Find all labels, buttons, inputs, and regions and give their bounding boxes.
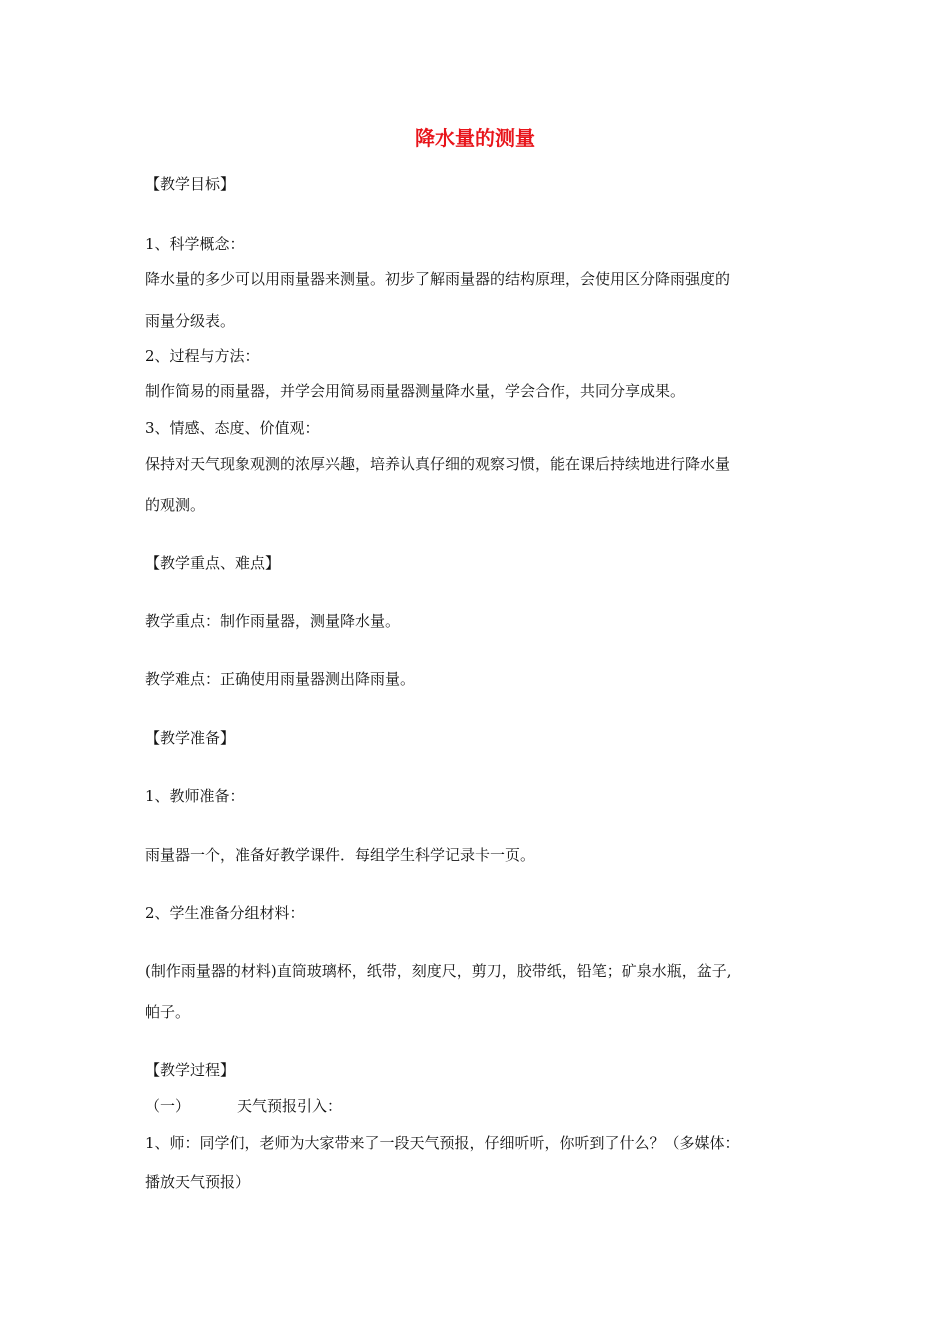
objective-3-text-line-1: 保持对天气现象观测的浓厚兴趣，培养认真仔细的观察习惯，能在课后持续地进行降水量 xyxy=(145,455,731,473)
objective-1-text-line-1: 降水量的多少可以用雨量器来测量。初步了解雨量器的结构原理，会使用区分降雨强度的 xyxy=(145,270,731,288)
difficult-point-text: 教学难点：正确使用雨量器测出降雨量。 xyxy=(145,670,416,688)
objective-1-text-line-2: 雨量分级表。 xyxy=(145,312,236,330)
student-preparation-label: 2、学生准备分组材料： xyxy=(145,904,305,922)
process-step-1-heading xyxy=(145,1096,342,1116)
student-preparation-text-line-2: 帕子。 xyxy=(145,1003,191,1021)
objective-3-text-line-2: 的观测。 xyxy=(145,496,206,514)
objective-2-text: 制作简易的雨量器，并学会用简易雨量器测量降水量，学会合作，共同分享成果。 xyxy=(145,382,686,400)
objective-2-label: 2、过程与方法： xyxy=(145,347,260,365)
process-step-1-text-line-2: 播放天气预报） xyxy=(145,1173,251,1191)
objective-1-label: 1、科学概念： xyxy=(145,235,245,253)
key-point-text: 教学重点：制作雨量器，测量降水量。 xyxy=(145,612,401,630)
student-preparation-text-line-1: (制作雨量器的材料)直筒玻璃杯，纸带，刻度尺，剪刀，胶带纸，铅笔；矿泉水瓶，盆子, xyxy=(145,962,732,980)
teacher-preparation-text: 雨量器一个，准备好教学课件．每组学生科学记录卡一页。 xyxy=(145,846,536,864)
process-step-1-text-line-1: 1、师：同学们，老师为大家带来了一段天气预报，仔细听听，你听到了什么？（多媒体： xyxy=(145,1134,740,1152)
objectives-heading: 【教学目标】 xyxy=(145,175,236,193)
process-step-1-title: 天气预报引入： xyxy=(237,1097,343,1115)
teacher-preparation-label: 1、教师准备： xyxy=(145,787,245,805)
objective-3-label: 3、情感、态度、价值观： xyxy=(145,419,320,437)
document-title: 降水量的测量 xyxy=(415,126,535,150)
preparation-heading: 【教学准备】 xyxy=(145,729,236,747)
key-points-heading: 【教学重点、难点】 xyxy=(145,554,281,572)
process-step-1-number: （一） xyxy=(145,1097,191,1115)
process-heading: 【教学过程】 xyxy=(145,1061,236,1079)
